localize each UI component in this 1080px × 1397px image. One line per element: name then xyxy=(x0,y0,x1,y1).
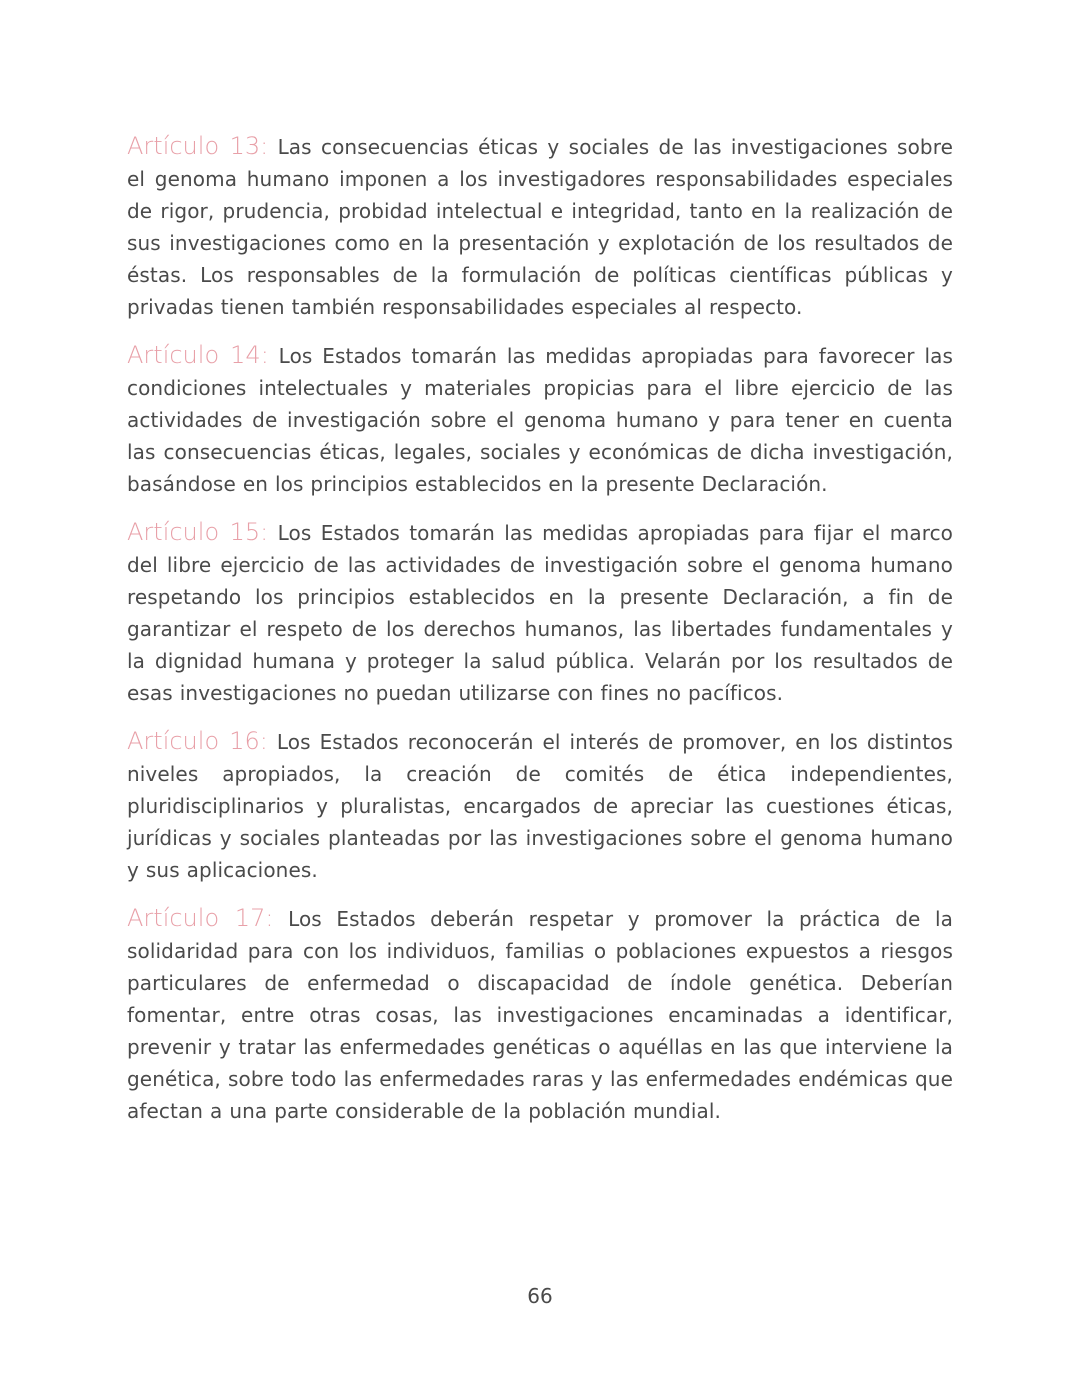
page-number: 66 xyxy=(527,1284,553,1308)
article-16-heading: Artículo 16: xyxy=(127,727,268,755)
article-13-heading: Artículo 13: xyxy=(127,132,269,160)
article-13-text: Las consecuencias éticas y sociales de las investigaciones sobre el genoma humano imponen a los investigadores responsabilidades especiales de rigor, prudencia, probidad intelectual e integridad, tanto en la realización de sus investigaciones como en la presentación y explotación de los resultados de éstas. Los responsables de la formulación de políticas científicas públicas y privadas tienen también responsabilidades especiales al respecto. xyxy=(127,135,953,319)
article-16 xyxy=(127,725,953,886)
article-14-text: Los Estados tomarán las medidas apropiadas para favorecer las condiciones intelectuales y materiales propicias para el libre ejercicio de las actividades de investigación sobre el genoma humano y para tener en cuenta las consecuencias éticas, legales, sociales y económicas de dicha investigación, basándose en los principios establecidos en la presente Declaración. xyxy=(127,344,953,496)
article-15-heading: Artículo 15: xyxy=(127,518,269,546)
page-content xyxy=(127,130,953,1143)
article-17-heading: Artículo 17: xyxy=(127,904,274,932)
article-17 xyxy=(127,902,953,1127)
article-16-text: Los Estados reconocerán el interés de promover, en los distintos niveles apropiados, la creación de comités de ética independientes, pluridisciplinarios y pluralistas, encargados de apreciar las cuestiones éticas, jurídicas y sociales planteadas por las investigaciones sobre el genoma humano y sus aplicaciones. xyxy=(127,730,953,882)
article-17-text: Los Estados deberán respetar y promover la práctica de la solidaridad para con los individuos, familias o poblaciones expuestos a riesgos particulares de enfermedad o discapacidad de índole genética. Deberían fomentar, entre otras cosas, las investigaciones encaminadas a identificar, prevenir y tratar las enfermedades genéticas o aquéllas en las que interviene la genética, sobre todo las enfermedades raras y las enfermedades endémicas que afectan a una parte considerable de la población mundial. xyxy=(127,907,954,1123)
article-15 xyxy=(127,516,953,709)
article-15-text: Los Estados tomarán las medidas apropiadas para fijar el marco del libre ejercicio de las actividades de investigación sobre el genoma humano respetando los principios establecidos en la presente Declaración, a fin de garantizar el respeto de los derechos humanos, las libertades fundamentales y la dignidad humana y proteger la salud pública. Velarán por los resultados de esas investigaciones no puedan utilizarse con fines no pacíficos. xyxy=(127,521,954,705)
article-14 xyxy=(127,339,953,500)
article-14-heading: Artículo 14: xyxy=(127,341,269,369)
article-13 xyxy=(127,130,953,323)
